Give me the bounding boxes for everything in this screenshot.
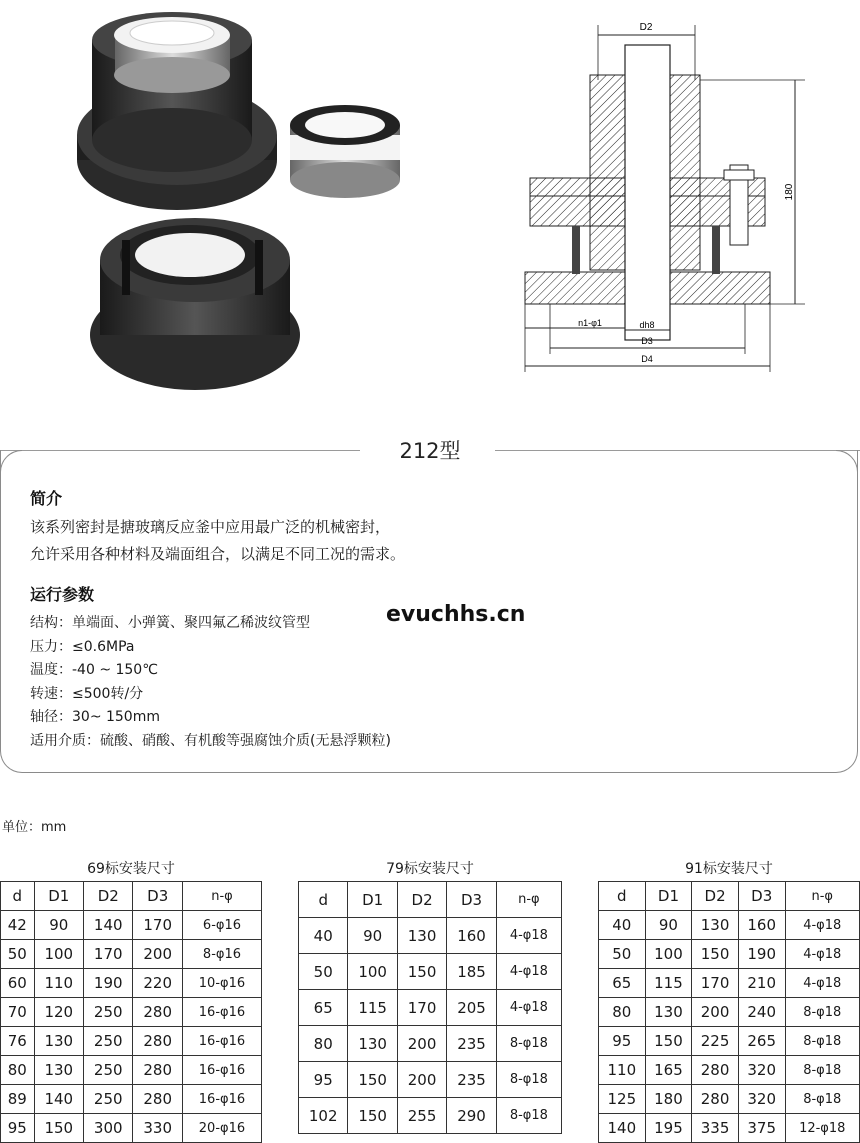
table-cell: 10-φ16 bbox=[182, 969, 261, 998]
table-cell: 115 bbox=[348, 990, 397, 1026]
table-cell: 8-φ18 bbox=[496, 1026, 561, 1062]
table-cell: 375 bbox=[738, 1114, 785, 1143]
table-cell: 8-φ18 bbox=[785, 1085, 860, 1114]
table-cell: 255 bbox=[397, 1098, 446, 1134]
table-cell: 150 bbox=[692, 940, 739, 969]
table-cell: 170 bbox=[692, 969, 739, 998]
param-speed: 转速：≤500转/分 bbox=[30, 685, 144, 702]
table-row bbox=[299, 954, 562, 990]
table-cell: 4-φ18 bbox=[785, 969, 860, 998]
table-cell: 8-φ18 bbox=[785, 1056, 860, 1085]
header-cell: D2 bbox=[397, 882, 446, 918]
params-list bbox=[30, 612, 391, 753]
param-shaft-diameter: 轴径：30~ 150mm bbox=[30, 709, 160, 725]
table-cell: 8-φ18 bbox=[785, 1027, 860, 1056]
header-cell: n-φ bbox=[496, 882, 561, 918]
table-cell: 300 bbox=[84, 1114, 133, 1143]
table-cell: 8-φ18 bbox=[785, 998, 860, 1027]
table-row bbox=[599, 1085, 860, 1114]
header-cell: d bbox=[599, 882, 646, 911]
table-cell: 330 bbox=[133, 1114, 182, 1143]
table-cell: 100 bbox=[34, 940, 83, 969]
table-cell: 170 bbox=[397, 990, 446, 1026]
header-cell: D2 bbox=[84, 882, 133, 911]
table-cell: 250 bbox=[84, 998, 133, 1027]
table-header-row bbox=[299, 882, 562, 918]
table-cell: 200 bbox=[133, 940, 182, 969]
table-row bbox=[599, 998, 860, 1027]
table-cell: 50 bbox=[599, 940, 646, 969]
table-cell: 16-φ16 bbox=[182, 1056, 261, 1085]
table-cell: 140 bbox=[84, 911, 133, 940]
table-cell: 160 bbox=[447, 918, 496, 954]
table-cell: 130 bbox=[692, 911, 739, 940]
table-cell: 130 bbox=[34, 1056, 83, 1085]
table-cell: 102 bbox=[299, 1098, 348, 1134]
table-cell: 76 bbox=[1, 1027, 35, 1056]
ptfe-ring bbox=[290, 105, 400, 198]
table-cell: 4-φ18 bbox=[785, 911, 860, 940]
table-cell: 130 bbox=[645, 998, 692, 1027]
header-cell: d bbox=[1, 882, 35, 911]
table-cell: 235 bbox=[447, 1026, 496, 1062]
table-row bbox=[1, 1027, 262, 1056]
table-row bbox=[299, 1062, 562, 1098]
table-cell: 95 bbox=[299, 1062, 348, 1098]
table-cell: 90 bbox=[34, 911, 83, 940]
table-cell: 290 bbox=[447, 1098, 496, 1134]
table-row bbox=[1, 911, 262, 940]
table-cell: 210 bbox=[738, 969, 785, 998]
unit-label: 单位：mm bbox=[2, 820, 67, 835]
table-cell: 16-φ16 bbox=[182, 1085, 261, 1114]
table-cell: 8-φ16 bbox=[182, 940, 261, 969]
dim-holes-label: n1-φ1 bbox=[578, 318, 602, 328]
table-cell: 250 bbox=[84, 1027, 133, 1056]
table-cell: 280 bbox=[692, 1085, 739, 1114]
params-heading: 运行参数 bbox=[30, 585, 95, 604]
table-cell: 150 bbox=[348, 1098, 397, 1134]
table-cell: 130 bbox=[348, 1026, 397, 1062]
table-cell: 170 bbox=[84, 940, 133, 969]
table-cell: 150 bbox=[348, 1062, 397, 1098]
table-cell: 115 bbox=[645, 969, 692, 998]
header-cell: D1 bbox=[348, 882, 397, 918]
seal-assembly-bottom bbox=[90, 218, 300, 390]
table-cell: 200 bbox=[692, 998, 739, 1027]
intro-line: 允许采用各种材料及端面组合，以满足不同工况的需求。 bbox=[30, 545, 406, 563]
dim-d3-label: D3 bbox=[641, 336, 653, 346]
table-69-caption: 69标安装尺寸 bbox=[87, 861, 175, 877]
table-cell: 90 bbox=[348, 918, 397, 954]
header-cell: D3 bbox=[738, 882, 785, 911]
table-cell: 160 bbox=[738, 911, 785, 940]
param-pressure: 压力：≤0.6MPa bbox=[30, 638, 135, 655]
intro-text bbox=[30, 514, 405, 568]
table-cell: 165 bbox=[645, 1056, 692, 1085]
table-cell: 100 bbox=[645, 940, 692, 969]
dim-shaft-label: dh8 bbox=[639, 320, 655, 330]
table-cell: 40 bbox=[599, 911, 646, 940]
table-cell: 225 bbox=[692, 1027, 739, 1056]
table-cell: 16-φ16 bbox=[182, 998, 261, 1027]
table-cell: 205 bbox=[447, 990, 496, 1026]
intro-heading: 简介 bbox=[30, 489, 63, 508]
table-cell: 240 bbox=[738, 998, 785, 1027]
table-cell: 190 bbox=[738, 940, 785, 969]
table-row bbox=[599, 911, 860, 940]
table-91 bbox=[598, 881, 860, 1143]
param-temperature: 温度：-40 ~ 150℃ bbox=[30, 662, 158, 678]
table-cell: 95 bbox=[599, 1027, 646, 1056]
table-row bbox=[599, 1027, 860, 1056]
table-row bbox=[1, 998, 262, 1027]
table-79-caption: 79标安装尺寸 bbox=[386, 861, 474, 877]
table-cell: 20-φ16 bbox=[182, 1114, 261, 1143]
table-cell: 235 bbox=[447, 1062, 496, 1098]
table-cell: 65 bbox=[299, 990, 348, 1026]
table-cell: 70 bbox=[1, 998, 35, 1027]
table-header-row bbox=[599, 882, 860, 911]
table-91-caption: 91标安装尺寸 bbox=[685, 861, 773, 877]
table-row bbox=[1, 1114, 262, 1143]
table-cell: 65 bbox=[599, 969, 646, 998]
table-cell: 60 bbox=[1, 969, 35, 998]
table-row bbox=[1, 1085, 262, 1114]
table-cell: 16-φ16 bbox=[182, 1027, 261, 1056]
table-cell: 280 bbox=[692, 1056, 739, 1085]
table-cell: 100 bbox=[348, 954, 397, 990]
dim-d4-label: D4 bbox=[641, 354, 653, 364]
table-cell: 80 bbox=[1, 1056, 35, 1085]
table-cell: 8-φ18 bbox=[496, 1098, 561, 1134]
header-cell: d bbox=[299, 882, 348, 918]
table-cell: 6-φ16 bbox=[182, 911, 261, 940]
table-cell: 185 bbox=[447, 954, 496, 990]
table-cell: 50 bbox=[299, 954, 348, 990]
table-cell: 280 bbox=[133, 1085, 182, 1114]
table-cell: 4-φ18 bbox=[496, 990, 561, 1026]
header-cell: n-φ bbox=[182, 882, 261, 911]
param-structure: 结构：单端面、小弹簧、聚四氟乙稀波纹管型 bbox=[30, 615, 310, 631]
table-cell: 335 bbox=[692, 1114, 739, 1143]
table-cell: 89 bbox=[1, 1085, 35, 1114]
header-cell: D2 bbox=[692, 882, 739, 911]
header-cell: n-φ bbox=[785, 882, 860, 911]
table-cell: 140 bbox=[599, 1114, 646, 1143]
table-cell: 250 bbox=[84, 1085, 133, 1114]
table-cell: 80 bbox=[299, 1026, 348, 1062]
dim-height-label: 180 bbox=[784, 183, 795, 201]
table-cell: 50 bbox=[1, 940, 35, 969]
table-cell: 150 bbox=[645, 1027, 692, 1056]
table-cell: 200 bbox=[397, 1026, 446, 1062]
header-cell: D3 bbox=[133, 882, 182, 911]
table-header-row bbox=[1, 882, 262, 911]
table-cell: 8-φ18 bbox=[496, 1062, 561, 1098]
table-cell: 140 bbox=[34, 1085, 83, 1114]
intro-line: 该系列密封是搪玻璃反应釜中应用最广泛的机械密封， bbox=[30, 518, 391, 536]
product-photo bbox=[70, 0, 415, 400]
table-row bbox=[1, 1056, 262, 1085]
table-cell: 180 bbox=[645, 1085, 692, 1114]
table-row bbox=[599, 1056, 860, 1085]
table-cell: 150 bbox=[34, 1114, 83, 1143]
table-cell: 200 bbox=[397, 1062, 446, 1098]
table-cell: 120 bbox=[34, 998, 83, 1027]
table-cell: 110 bbox=[34, 969, 83, 998]
header-cell: D1 bbox=[645, 882, 692, 911]
table-row bbox=[299, 1026, 562, 1062]
table-79 bbox=[298, 881, 562, 1134]
table-cell: 40 bbox=[299, 918, 348, 954]
table-cell: 12-φ18 bbox=[785, 1114, 860, 1143]
table-cell: 280 bbox=[133, 1056, 182, 1085]
seal-assembly-top bbox=[77, 12, 277, 210]
param-medium: 适用介质：硫酸、硝酸、有机酸等强腐蚀介质(无悬浮颗粒) bbox=[30, 732, 391, 749]
model-title: 212型 bbox=[399, 439, 461, 463]
table-cell: 250 bbox=[84, 1056, 133, 1085]
table-cell: 195 bbox=[645, 1114, 692, 1143]
table-row bbox=[1, 969, 262, 998]
table-cell: 220 bbox=[133, 969, 182, 998]
table-cell: 130 bbox=[397, 918, 446, 954]
table-row bbox=[599, 969, 860, 998]
table-cell: 150 bbox=[397, 954, 446, 990]
header-cell: D1 bbox=[34, 882, 83, 911]
table-cell: 265 bbox=[738, 1027, 785, 1056]
table-cell: 90 bbox=[645, 911, 692, 940]
table-cell: 280 bbox=[133, 998, 182, 1027]
table-cell: 42 bbox=[1, 911, 35, 940]
table-69 bbox=[0, 881, 262, 1143]
table-cell: 280 bbox=[133, 1027, 182, 1056]
table-cell: 4-φ18 bbox=[785, 940, 860, 969]
table-row bbox=[299, 1098, 562, 1134]
watermark-text: evuchhs.cn bbox=[386, 602, 526, 627]
table-cell: 80 bbox=[599, 998, 646, 1027]
header-cell: D3 bbox=[447, 882, 496, 918]
table-cell: 95 bbox=[1, 1114, 35, 1143]
table-row bbox=[599, 1114, 860, 1143]
table-row bbox=[299, 918, 562, 954]
table-cell: 320 bbox=[738, 1085, 785, 1114]
table-row bbox=[599, 940, 860, 969]
table-cell: 4-φ18 bbox=[496, 954, 561, 990]
dim-d2-label: D2 bbox=[639, 22, 653, 33]
table-cell: 4-φ18 bbox=[496, 918, 561, 954]
table-row bbox=[1, 940, 262, 969]
table-cell: 190 bbox=[84, 969, 133, 998]
table-cell: 170 bbox=[133, 911, 182, 940]
table-cell: 130 bbox=[34, 1027, 83, 1056]
table-cell: 110 bbox=[599, 1056, 646, 1085]
table-cell: 320 bbox=[738, 1056, 785, 1085]
technical-drawing bbox=[510, 10, 850, 380]
table-cell: 125 bbox=[599, 1085, 646, 1114]
table-row bbox=[299, 990, 562, 1026]
